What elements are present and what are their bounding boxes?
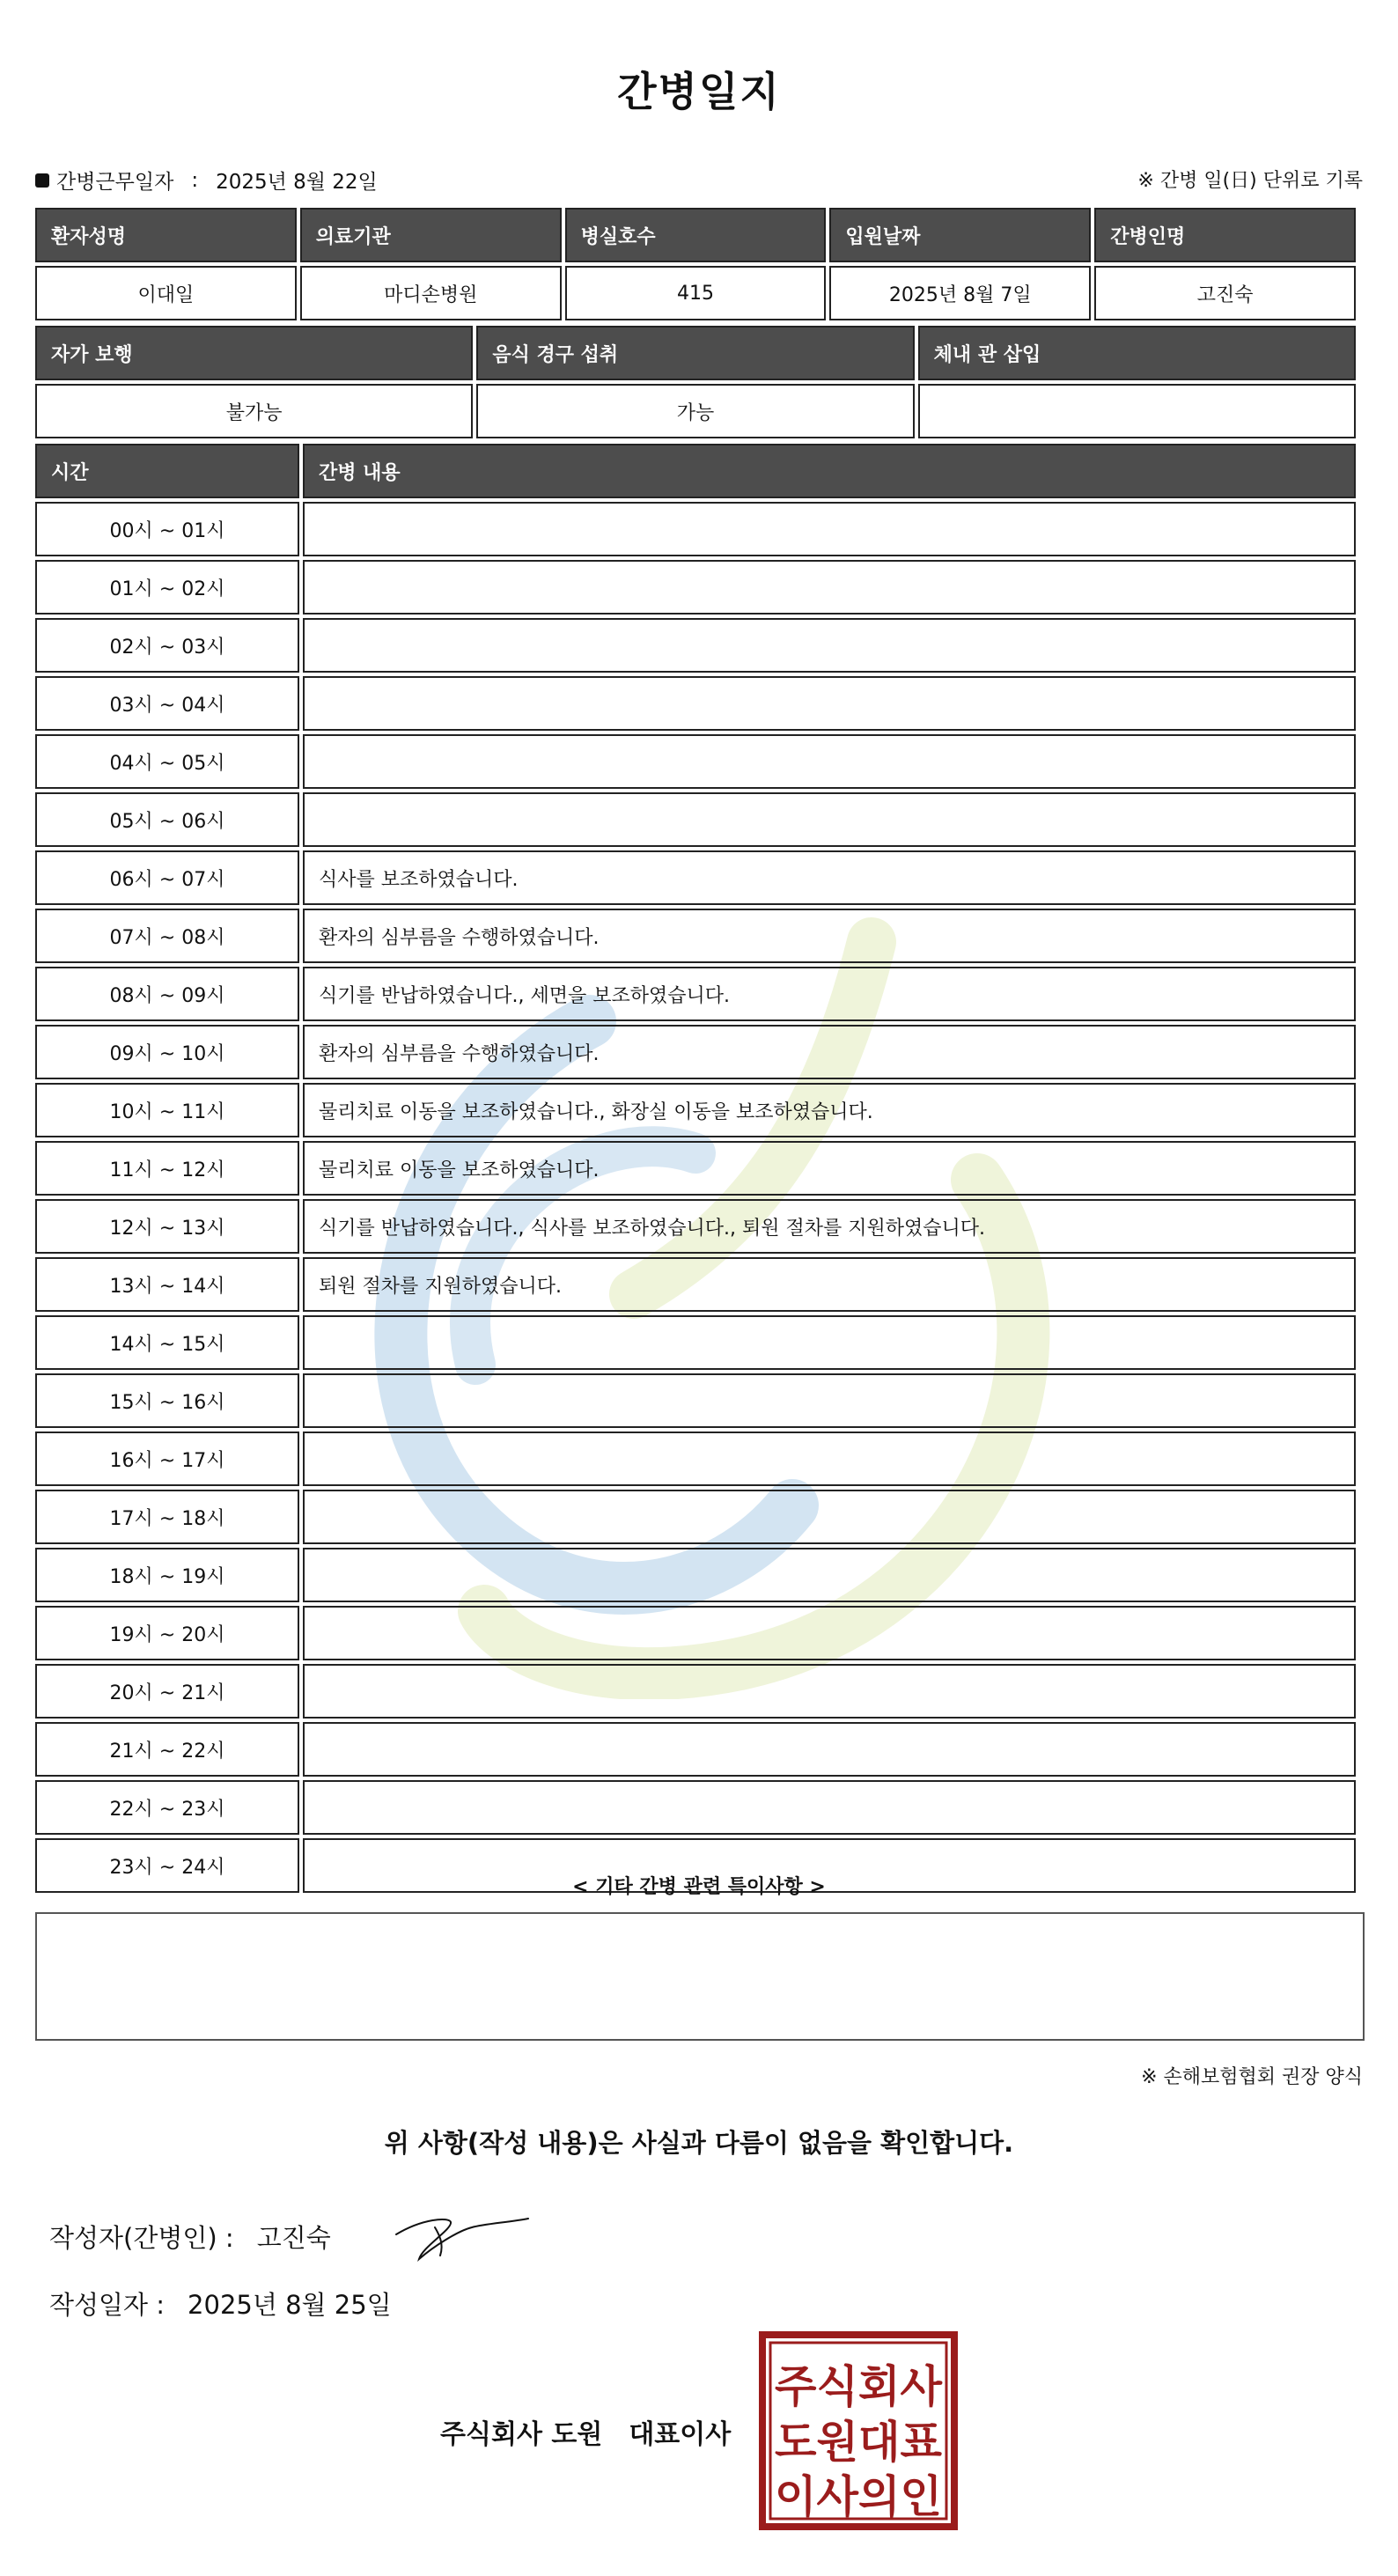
work-date bbox=[35, 166, 378, 195]
care-content: 퇴원 절차를 지원하였습니다. bbox=[303, 1257, 1356, 1312]
table-row bbox=[35, 560, 1356, 615]
header-room-number: 병실호수 bbox=[565, 208, 827, 262]
care-content bbox=[303, 502, 1356, 556]
time-slot: 10시 ~ 11시 bbox=[35, 1083, 299, 1137]
time-slot: 19시 ~ 20시 bbox=[35, 1606, 299, 1660]
table-row bbox=[35, 1141, 1356, 1196]
care-content: 환자의 심부름을 수행하였습니다. bbox=[303, 1025, 1356, 1079]
care-content bbox=[303, 1490, 1356, 1544]
header-hospital: 의료기관 bbox=[300, 208, 562, 262]
care-content bbox=[303, 1722, 1356, 1777]
time-slot: 13시 ~ 14시 bbox=[35, 1257, 299, 1312]
time-slot: 12시 ~ 13시 bbox=[35, 1199, 299, 1254]
self-walking: 불가능 bbox=[35, 384, 473, 438]
time-slot: 21시 ~ 22시 bbox=[35, 1722, 299, 1777]
table-row bbox=[35, 1432, 1356, 1486]
care-content: 물리치료 이동을 보조하였습니다. bbox=[303, 1141, 1356, 1196]
time-slot: 18시 ~ 19시 bbox=[35, 1548, 299, 1602]
care-content: 식기를 반납하였습니다., 식사를 보조하였습니다., 퇴원 절차를 지원하였습니다. bbox=[303, 1199, 1356, 1254]
caregiver-name: 고진숙 bbox=[1094, 266, 1356, 320]
header-caregiver-name: 간병인명 bbox=[1094, 208, 1356, 262]
table-row bbox=[35, 967, 1356, 1021]
table-row bbox=[35, 1025, 1356, 1079]
care-content bbox=[303, 1315, 1356, 1370]
time-slot: 16시 ~ 17시 bbox=[35, 1432, 299, 1486]
table-row bbox=[35, 618, 1356, 673]
header-self-walking: 자가 보행 bbox=[35, 326, 473, 380]
time-slot: 01시 ~ 02시 bbox=[35, 560, 299, 615]
ceo-title: 대표이사 bbox=[629, 2419, 732, 2450]
time-slot: 15시 ~ 16시 bbox=[35, 1373, 299, 1428]
written-date-line bbox=[49, 2285, 392, 2322]
signature-icon bbox=[387, 2201, 537, 2271]
company-name: 주식회사 도원 bbox=[440, 2419, 603, 2450]
notes-title: < 기타 간병 관련 특이사항 > bbox=[572, 1876, 826, 1898]
header-tube-insertion: 체내 관 삽입 bbox=[918, 326, 1356, 380]
notes-box bbox=[35, 1912, 1365, 2041]
table-row bbox=[35, 909, 1356, 963]
time-slot: 14시 ~ 15시 bbox=[35, 1315, 299, 1370]
page-title: 간병일지 bbox=[617, 68, 781, 115]
care-content bbox=[303, 676, 1356, 731]
time-slot: 06시 ~ 07시 bbox=[35, 850, 299, 905]
time-slot: 04시 ~ 05시 bbox=[35, 734, 299, 789]
time-slot: 17시 ~ 18시 bbox=[35, 1490, 299, 1544]
care-content bbox=[303, 1373, 1356, 1428]
table-row bbox=[35, 1257, 1356, 1312]
care-content bbox=[303, 1606, 1356, 1660]
time-slot: 07시 ~ 08시 bbox=[35, 909, 299, 963]
seal-line-3: 이사의인 bbox=[775, 2471, 942, 2522]
header-admission-date: 입원날짜 bbox=[829, 208, 1091, 262]
table-row bbox=[35, 1548, 1356, 1602]
square-bullet-icon bbox=[35, 173, 49, 188]
admission-date: 2025년 8월 7일 bbox=[829, 266, 1091, 320]
time-slot: 05시 ~ 06시 bbox=[35, 792, 299, 847]
header-time: 시간 bbox=[35, 444, 299, 498]
table-row bbox=[35, 792, 1356, 847]
care-log-table bbox=[32, 440, 1359, 1896]
table-row bbox=[35, 1373, 1356, 1428]
work-date-label: 간병근무일자 bbox=[56, 171, 174, 194]
writer-line bbox=[49, 2219, 331, 2255]
company-seal-icon bbox=[759, 2331, 958, 2530]
patient-info-table bbox=[32, 204, 1359, 324]
table-row bbox=[35, 1199, 1356, 1254]
care-content bbox=[303, 1664, 1356, 1719]
time-slot: 22시 ~ 23시 bbox=[35, 1780, 299, 1835]
unit-note: ※ 간병 일(日) 단위로 기록 bbox=[1137, 170, 1363, 192]
table-row bbox=[35, 1083, 1356, 1137]
writer-name: 고진숙 bbox=[256, 2223, 331, 2253]
confirmation-statement: 위 사항(작성 내용)은 사실과 다름이 없음을 확인합니다. bbox=[384, 2128, 1014, 2158]
time-slot: 20시 ~ 21시 bbox=[35, 1664, 299, 1719]
time-slot: 11시 ~ 12시 bbox=[35, 1141, 299, 1196]
time-slot: 02시 ~ 03시 bbox=[35, 618, 299, 673]
time-slot: 23시 ~ 24시 bbox=[35, 1838, 299, 1893]
table-row bbox=[35, 1490, 1356, 1544]
written-date-value: 2025년 8월 25일 bbox=[188, 2290, 392, 2320]
condition-table bbox=[32, 322, 1359, 442]
care-content: 환자의 심부름을 수행하였습니다. bbox=[303, 909, 1356, 963]
work-date-value: 2025년 8월 22일 bbox=[216, 171, 378, 194]
table-row bbox=[35, 1780, 1356, 1835]
table-row bbox=[35, 502, 1356, 556]
table-row bbox=[35, 850, 1356, 905]
tube-insertion bbox=[918, 384, 1356, 438]
care-content bbox=[303, 734, 1356, 789]
care-content bbox=[303, 560, 1356, 615]
work-date-separator: : bbox=[191, 168, 199, 192]
header-care-content: 간병 내용 bbox=[303, 444, 1356, 498]
time-slot: 03시 ~ 04시 bbox=[35, 676, 299, 731]
footnote: ※ 손해보험협회 권장 양식 bbox=[1141, 2066, 1363, 2088]
care-content bbox=[303, 618, 1356, 673]
care-content bbox=[303, 1548, 1356, 1602]
hospital: 마디손병원 bbox=[300, 266, 562, 320]
written-date-label: 작성일자 : bbox=[49, 2290, 166, 2320]
table-row bbox=[35, 1315, 1356, 1370]
care-content bbox=[303, 792, 1356, 847]
room-number: 415 bbox=[565, 266, 827, 320]
care-content bbox=[303, 1780, 1356, 1835]
table-row bbox=[35, 734, 1356, 789]
seal-line-1: 주식회사 bbox=[775, 2361, 943, 2412]
care-content: 식기를 반납하였습니다., 세면을 보조하였습니다. bbox=[303, 967, 1356, 1021]
company-line bbox=[440, 2412, 731, 2451]
care-content bbox=[303, 1432, 1356, 1486]
time-slot: 00시 ~ 01시 bbox=[35, 502, 299, 556]
time-slot: 08시 ~ 09시 bbox=[35, 967, 299, 1021]
table-row bbox=[35, 1722, 1356, 1777]
seal-line-2: 도원대표 bbox=[775, 2417, 943, 2468]
care-content: 물리치료 이동을 보조하였습니다., 화장실 이동을 보조하였습니다. bbox=[303, 1083, 1356, 1137]
writer-label: 작성자(간병인) : bbox=[49, 2223, 234, 2253]
table-row bbox=[35, 1606, 1356, 1660]
header-patient-name: 환자성명 bbox=[35, 208, 297, 262]
table-row bbox=[35, 1664, 1356, 1719]
header-oral-intake: 음식 경구 섭취 bbox=[476, 326, 914, 380]
patient-name: 이대일 bbox=[35, 266, 297, 320]
time-slot: 09시 ~ 10시 bbox=[35, 1025, 299, 1079]
care-content: 식사를 보조하였습니다. bbox=[303, 850, 1356, 905]
table-row bbox=[35, 676, 1356, 731]
oral-intake: 가능 bbox=[476, 384, 914, 438]
